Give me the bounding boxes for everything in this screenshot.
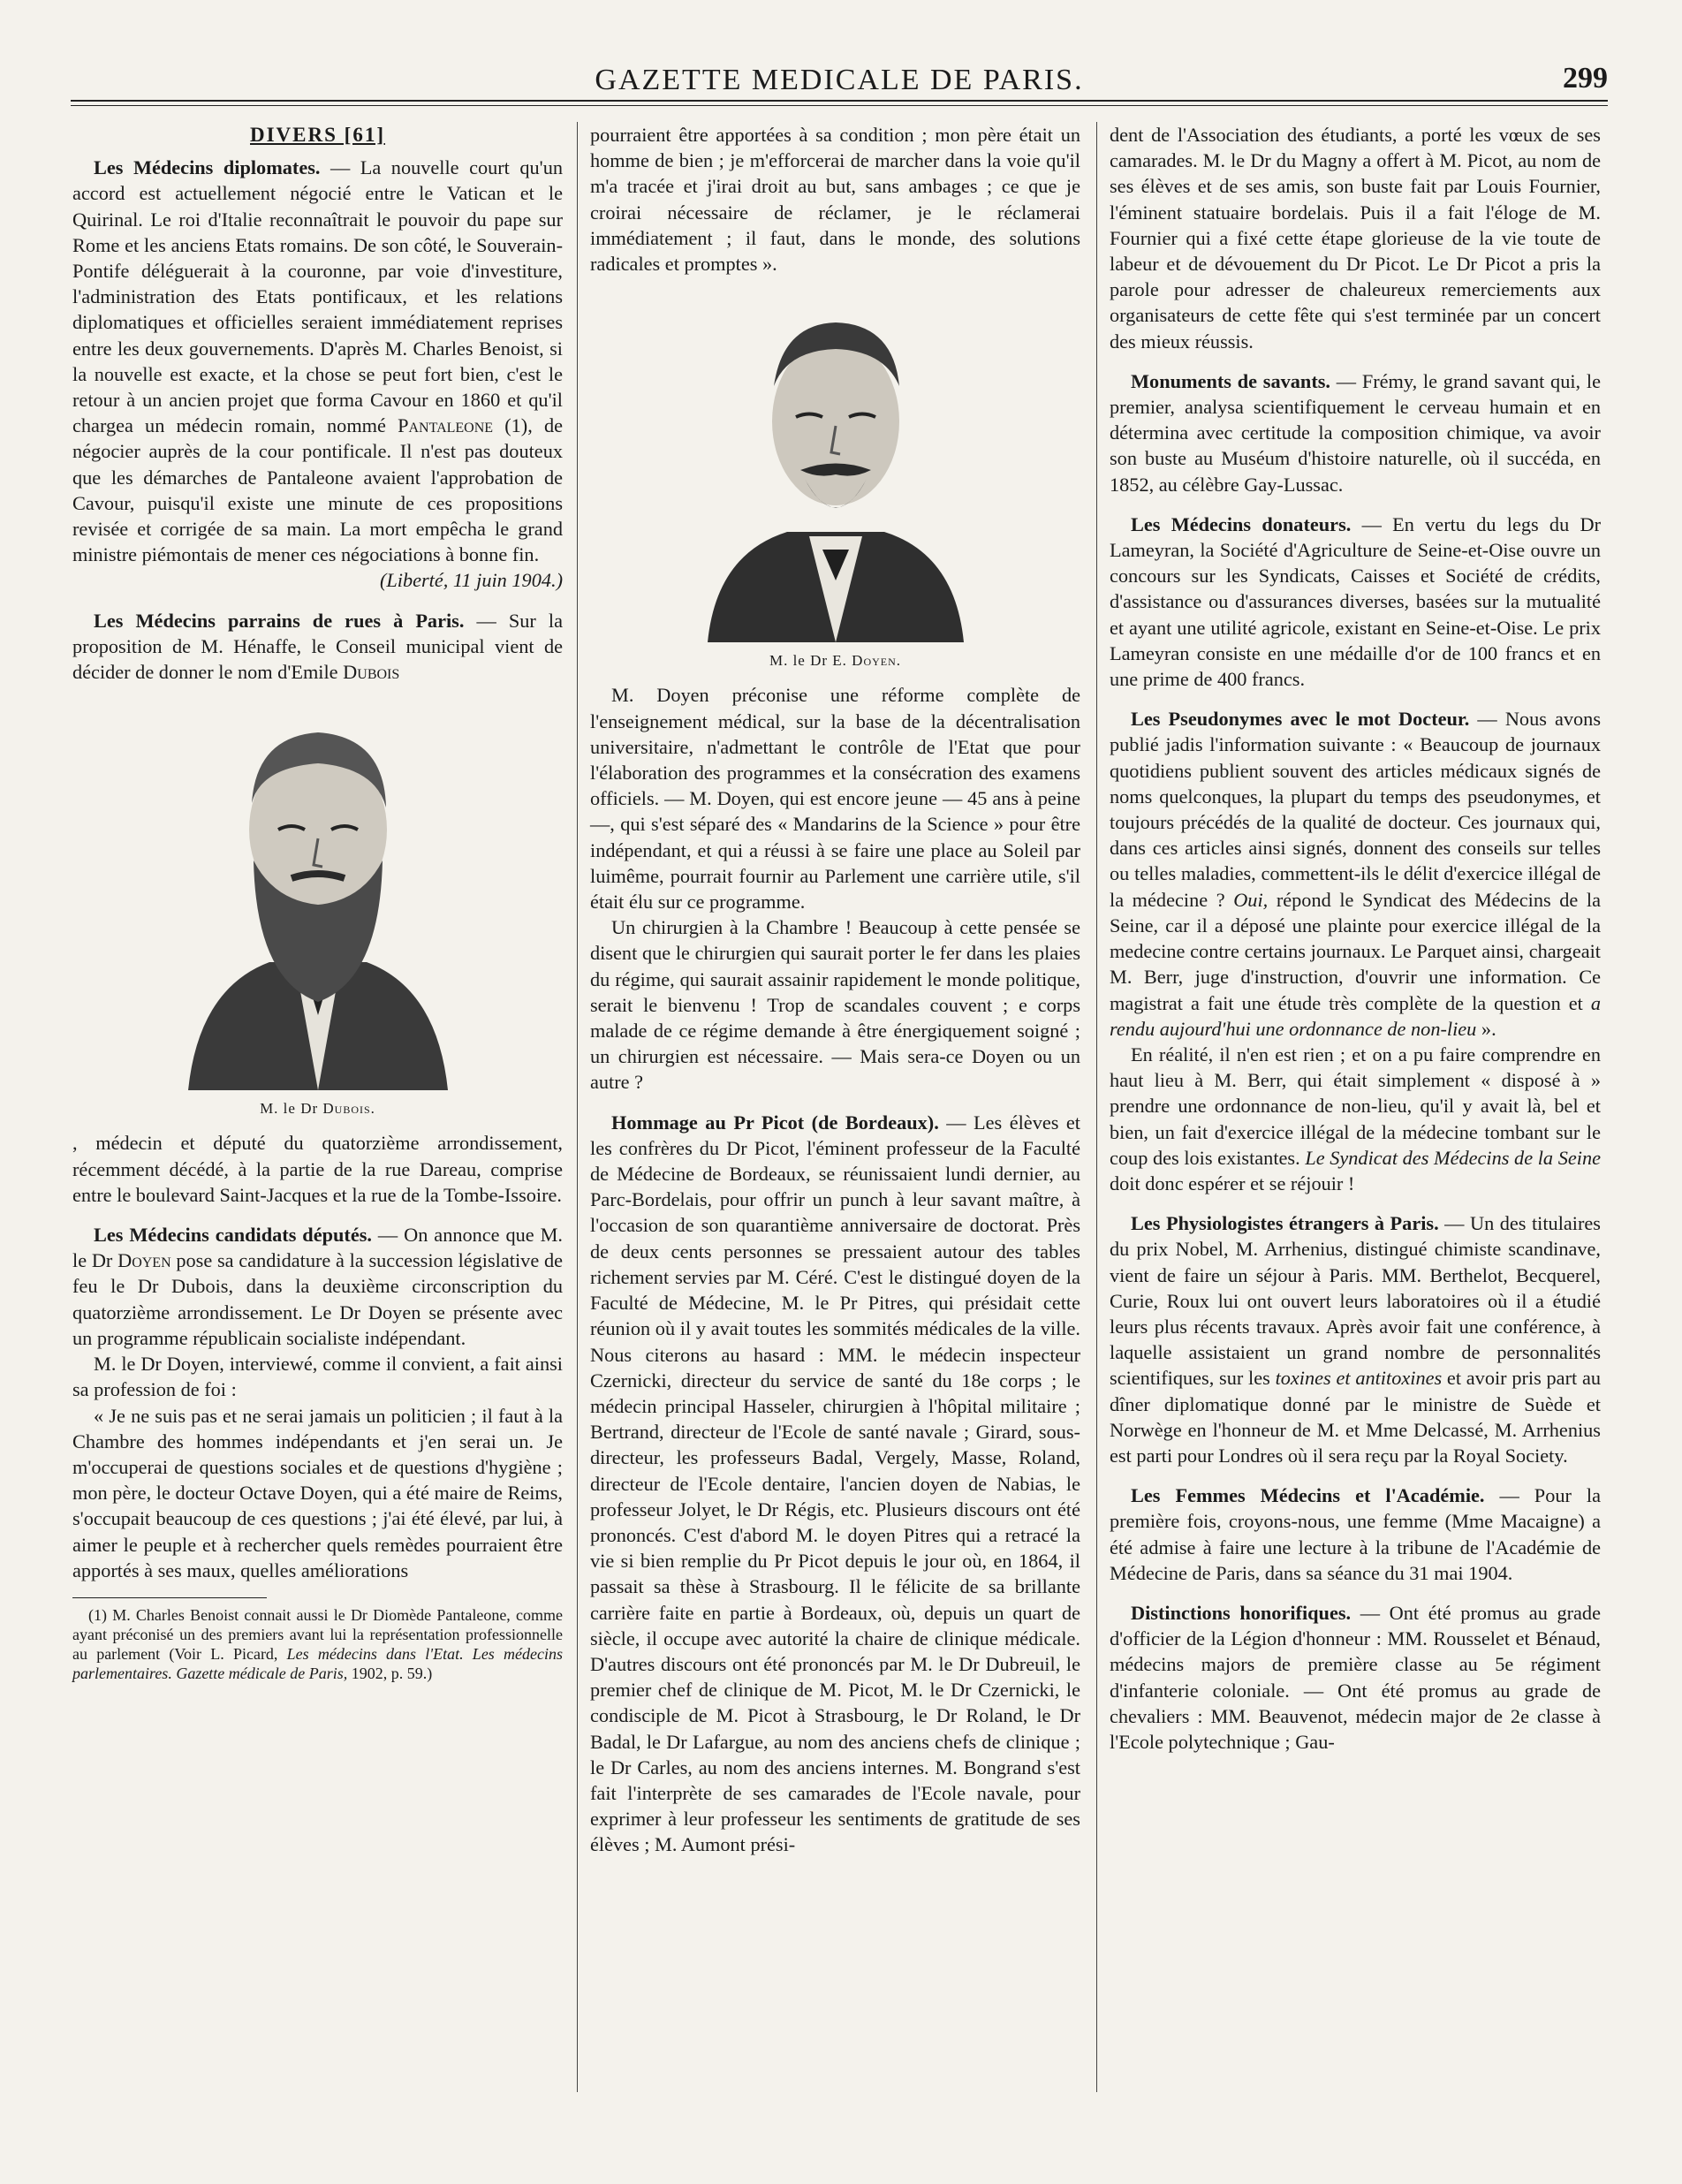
article-parrains-continued: , médecin et député du quatorzième arrondissement, récemment décédé, à la partie de la rue Dareau, comprise entre le boulevard Saint-Jacques et la rue de la Tombe-Issoire. (72, 1132, 563, 1206)
article-parrains-de-rues: Les Médecins parrains de rues à Paris. — Sur la proposition de M. Hénaffe, le Conseil municipal vient de décider de donner le nom d'Emile Dubois (72, 609, 563, 684)
article-heading: Les Pseudonymes avec le mot Docteur. (1131, 708, 1470, 731)
article-hommage-continued: dent de l'Association des étudiants, a porté les vœux de ses camarades. M. le Dr du Magny a offert à M. Picot, au nom de ses élèves et de ses amis, son buste fait par Louis Fournier, l'éminent statuaire bordelais. Puis il a fait l'éloge de M. Fournier qui a fixé cette étape glorieuse de la vie toute de labeur et de dévouement du Dr Picot. Le Dr Picot a pris la parole pour adresser de chaleureux remerciements aux organisateurs de cette fête qui s'est terminée par un concert des mieux réussis. (1110, 124, 1601, 353)
portrait-doyen (699, 289, 973, 642)
paragraph-quote: « Je ne suis pas et ne serai jamais un politicien ; il faut à la Chambre des hommes indépendants et j'en serai un. Je m'occuperai de questions sociales et de questions d'hygiène ; mon père, le docteur Octave Doyen, qui a été maire de Reims, s'occupait beaucoup de ces questions ; j'ai été élevé, par lui, à aimer le peuple et à rechercher quels remèdes pourraient être apportés à ses maux, quelles améliorations (72, 1404, 563, 1581)
article-hommage-picot: Hommage au Pr Picot (de Bordeaux). — Les élèves et les confrères du Dr Picot, l'éminent professeur de la Faculté de Médecine de Bordeaux, se réunissaient lundi dernier, au Parc-Bordelais, pour offrir un punch à leur savant maître, à l'occasion de son quarantième anniversaire de doctorat. Près de deux cents personnes se pressaient autour des tables richement servies par M. Céré. C'est le distingué doyen de la Faculté de Médecine, M. le Pr Pitres, qui présidait cette réunion où il y avait toutes les sommités médicales de la ville. Nous citerons au hasard : MM. le médecin inspecteur Czernicki, directeur du service de santé du 18e corps ; le médecin principal Hasseler, chirurgien à l'hôpital militaire ; Bertrand, directeur de l'Ecole de santé navale ; Girard, sous-directeur, les professeurs Badal, Vergely, Masse, Roland, directeur de l'Ecole dentaire, l'ancien doyen de Nabias, le professeur Jolyet, le Dr Régis, etc. Plusieurs discours ont été prononcés. C'est d'abord M. le doyen Pitres qui a retracé la vie si bien remplie du Pr Picot depuis le jour où, en 1864, il passait sa thèse à Strasbourg. Il le félicite de sa brillante carrière faite en partie à Bordeaux, où, depuis un quart de siècle, il occupe avec autorité la chaire de clinique médicale. D'autres discours ont été prononcés par M. le Dr Dubreuil, le premier chef de clinique de M. Picot, M. le Dr Czernicki, le condisciple de M. Picot à Strasbourg, le Dr Roland, le Dr Badal, le Dr Lafargue, au nom des anciens chefs de clinique ; le Dr Carles, au nom des anciens internes. M. Bongrand s'est fait l'interprète de ses camarades de l'Ecole navale, pour exprimer à leur professeur les sentiments de gratitude de ses élèves ; M. Aumont prési- (590, 1111, 1080, 1856)
footnote-rule (72, 1597, 267, 1598)
article-source: (Liberté, 11 juin 1904.) (379, 569, 563, 592)
article-distinctions-honorifiques: Distinctions honorifiques. — Ont été promus au grade d'officier de la Légion d'honneur : MM. Rousselet et Bénaud, médecins majors de première classe au 5e régiment d'infanterie coloniale. — Ont été promus au grade de chevaliers : MM. Beauvenot, médecin major de 2e classe à l'Ecole polytechnique ; Gau- (1110, 1601, 1601, 1753)
header-rule (71, 100, 1608, 102)
paragraph: M. Doyen préconise une réforme complète de l'enseignement médical, sur la base de la décentralisation universitaire, n'admettant le contrôle de l'Etat que pour l'élaboration des programmes et la consécration des examens officiels. — M. Doyen, qui est encore jeune — 45 ans à peine —, qui s'est séparé des « Mandarins de la Science » pour être indépendant, et qui a réussi à se faire une place au Soleil par luimême, pourrait fournir au Parlement une carrière utile, s'il était élu sur ce programme. (590, 684, 1080, 914)
header-rule-thin (71, 105, 1608, 106)
article-heading: Monuments de savants. (1131, 369, 1330, 392)
article-physiologistes-etrangers: Les Physiologistes étrangers à Paris. — Un des titulaires du prix Nobel, M. Arrhenius, distingué chimiste scandinave, vient de faire un séjour à Paris. MM. Berthelot, Becquerel, Curie, Roux lui ont ouvert leurs laboratoires où il a étudié leurs plus récents travaux. Après avoir fait une conférence, à laquelle assistaient un grand nombre de personnalités scientifiques, sur les toxines et antitoxines et avoir pris part au dîner diplomatique donné par le ministre de Suède et Norwège en l'honneur de M. et Mme Delcassé, M. Arrhenius est parti pour Londres où il sera reçu par la Royal Society. (1110, 1212, 1602, 1467)
article-femmes-medecins: Les Femmes Médecins et l'Académie. — Pour la première fois, croyons-nous, une femme (Mme Macaigne) a été admise à faire une lecture à la tribune de l'Académie de Médecine de Paris, dans sa séance du 31 mai 1904. (1110, 1484, 1602, 1584)
portrait-caption: M. le Dr E. Doyen. (769, 652, 902, 670)
article-heading: Les Médecins parrains de rues à Paris. (94, 609, 465, 632)
page-header (71, 62, 1608, 102)
quote-continued: pourraient être apportées à sa condition ; mon père était un homme de bien ; je m'efforcerai de marcher dans la voie qu'il m'a tracée et j'irai droit au but, sans ambages ; ce que je croirai nécessaire de réclamer, je le réclamerai immédiatement ; il faut, dans le monde, des solutions radicales et promptes ». (590, 124, 1080, 276)
column-divider (1096, 122, 1097, 2092)
portrait-caption: M. le Dr Dubois. (260, 1100, 375, 1118)
section-heading: DIVERS [61] (250, 124, 385, 146)
paragraph: En réalité, il n'en est rien ; et on a pu faire comprendre en haut lieu à M. Berr, qui était simplement « disposé à » prendre une ordonnance de non-lieu, qu'il y avait là, bel et bien, un fait d'exercice illégal de la médecine tombant sur le coup des lois existantes. Le Syndicat des Médecins de la Seine doit donc espérer et se réjouir ! (1110, 1043, 1601, 1194)
portrait-dubois (172, 697, 464, 1090)
article-heading: Les Femmes Médecins et l'Académie. (1131, 1484, 1485, 1507)
article-heading: Hommage au Pr Picot (de Bordeaux). (611, 1111, 939, 1134)
article-monuments-savants: Monuments de savants. — Frémy, le grand savant qui, le premier, analysa scientifiquement le cerveau humain et en détermina avec certitude la composition chimique, va avoir son buste au Muséum d'histoire naturelle, où il succéda, en 1852, au célèbre Gay-Lussac. (1110, 369, 1601, 496)
article-candidats-deputes: Les Médecins candidats députés. — On annonce que M. le Dr Doyen pose sa candidature à la succession législative de feu le Dr Dubois, dans la deuxième circonscription du quatorzième arrondissement. Le Dr Doyen se présente avec un programme républicain socialiste indépendant. (72, 1224, 564, 1349)
article-heading: Les Médecins diplomates. (94, 156, 321, 179)
paragraph: Un chirurgien à la Chambre ! Beaucoup à cette pensée se disent que le chirurgien qui saurait porter le fer dans les plaies du régime, qui saurait assainir rapidement le monde politique, serait le bienvenu ! Trop de scandales couvent ; e corps malade de ce régime demande à être énergiquement soigné ; un chirurgien est nécessaire. — Mais sera-ce Doyen ou un autre ? (590, 916, 1080, 1094)
journal-title: GAZETTE MEDICALE DE PARIS. (595, 64, 1084, 96)
article-heading: Distinctions honorifiques. (1131, 1601, 1352, 1624)
article-medecins-diplomates: Les Médecins diplomates. — La nouvelle court qu'un accord est actuellement négocié entre le Vatican et le Quirinal. Le roi d'Italie reconnaîtrait le pouvoir du pape sur Rome et les anciens Etats romains. De son côté, le Souverain-Pontife déléguerait à la couronne, par voie d'investiture, l'administration des Etats pontificaux, et les relations diplomatiques et officielles seraient immédiatement reprises entre les deux gouvernements. D'après M. Charles Benoist, si la nouvelle est exacte, et la chose se peut fort bien, c'est le retour à un ancien projet que forma Cavour en 1860 et qu'il chargea un médecin romain, nommé Pantaleone (1), de négocier auprès de la cour pontificale. Il n'est pas douteux que les démarches de Pantaleone avaient l'approbation de Cavour, puisqu'il existe une minute de ces propositions revisée et corrigée de sa main. La mort empêcha le grand ministre piémontais de mener ces négociations à bonne fin. (72, 156, 563, 566)
column-1 (72, 122, 563, 1683)
article-heading: Les Médecins donateurs. (1131, 512, 1352, 535)
article-heading: Les Médecins candidats députés. (94, 1224, 372, 1247)
paragraph: M. le Dr Doyen, interviewé, comme il convient, a fait ainsi sa profession de foi : (72, 1353, 563, 1401)
page-number: 299 (1563, 62, 1608, 95)
footnote: (1) M. Charles Benoist connait aussi le Dr Diomède Pantaleone, comme ayant préconisé un des premiers avant lui la représentation professionnelle au parlement (Voir L. Picard, Les médecins dans l'Etat. Les médecins parlementaires. Gazette médicale de Paris, 1902, p. 59.) (72, 1605, 563, 1682)
article-pseudonymes: Les Pseudonymes avec le mot Docteur. — Nous avons publié jadis l'information suivante : « Beaucoup de journaux quotidiens publient souvent des articles médicaux signés de noms quelconques, la plupart du temps des pseudonymes, et toujours précédés de la qualité de docteur. Ces journaux qui, dans ces articles ainsi signés, donnent des conseils sur telles ou telles maladies, commettent-ils le délit d'exercice illégal de la médecine ? Oui, répond le Syndicat des Médecins de la Seine, car il a déposé une plainte pour exercice illégal de la medecine contre certains journaux. Le Parquet ainsi, chargeait M. Berr, juge d'instruction, d'ouvrir une information. Ce magistrat a fait une étude très complète de la question et a rendu aujourd'hui une ordonnance de non-lieu ». (1110, 708, 1601, 1040)
article-heading: Les Physiologistes étrangers à Paris. (1131, 1212, 1439, 1235)
column-divider (577, 122, 578, 2092)
article-medecins-donateurs: Les Médecins donateurs. — En vertu du legs du Dr Lameyran, la Société d'Agriculture de Seine-et-Oise ouvre un concours sur les Syndicats, Caisses et Société de crédits, d'assistance ou d'assurances diverses, basées sur la mutualité et ayant une utilité agricole, existant en Seine-et-Oise. Le prix Lameyran consiste en une médaille d'or de 100 francs et en une prime de 400 francs. (1110, 512, 1602, 691)
column-2 (590, 122, 1080, 1858)
column-3 (1110, 122, 1601, 1755)
